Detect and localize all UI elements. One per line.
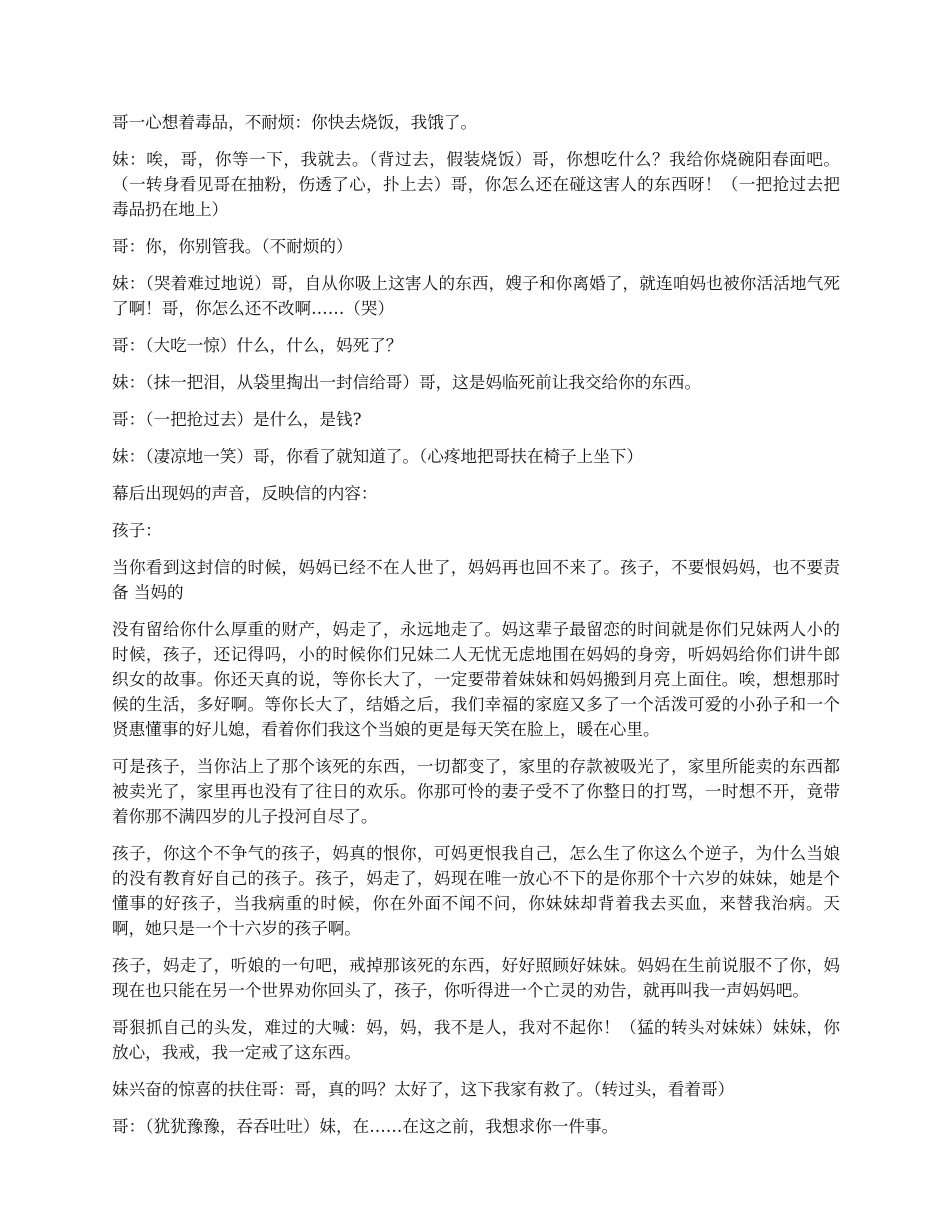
paragraph: 哥：（大吃一惊）什么，什么，妈死了？	[112, 336, 403, 355]
paragraph: 哥狠抓自己的头发，难过的大喊：妈，妈，我不是人，我对不起你！（猛的转头对妹妹）妹妹，你放心，我戒，我一定戒了这东西。	[112, 1018, 840, 1062]
paragraph: 妹：唉，哥，你等一下，我就去。（背过去，假装烧饭）哥，你想吃什么？我给你烧碗阳春面吧。（一转身看见哥在抽粉，伤透了心，扑上去）哥，你怎么还在碰这害人的东西呀！（一把抢过去把毒品扔在地上）	[112, 150, 840, 219]
paragraph: 孩子：	[112, 521, 162, 540]
document-body	[112, 110, 840, 1151]
paragraph: 妹兴奋的惊喜的扶住哥：哥，真的吗？太好了，这下我家有救了。（转过头，看着哥）	[112, 1080, 735, 1099]
paragraph: 妹：（哭着难过地说）哥，自从你吸上这害人的东西，嫂子和你离婚了，就连咱妈也被你活活地气死了啊！哥，你怎么还不改啊……（哭）	[112, 274, 840, 318]
paragraph: 哥一心想着毒品，不耐烦：你快去烧饭，我饿了。	[112, 113, 478, 132]
paragraph: 幕后出现妈的声音，反映信的内容：	[112, 484, 378, 503]
paragraph: 哥：你，你别管我。（不耐烦的）	[112, 237, 353, 256]
paragraph: 哥：（犹犹豫豫，吞吞吐吐）妹，在……在这之前，我想求你一件事。	[112, 1117, 619, 1136]
paragraph: 妹：（凄凉地一笑）哥，你看了就知道了。（心疼地把哥扶在椅子上坐下）	[112, 447, 643, 466]
paragraph: 孩子，你这个不争气的孩子，妈真的恨你，可妈更恨我自己，怎么生了你这么个逆子，为什么当娘的没有教育好自己的孩子。孩子，妈走了，妈现在唯一放心不下的是你那个十六岁的妹妹，她是个懂事的好孩子，当我病重的时候，你在外面不闻不问，你妹妹却背着我去买血，来替我治病。天啊，她只是一个十六岁的孩子啊。	[112, 844, 840, 938]
paragraph: 当你看到这封信的时候，妈妈已经不在人世了，妈妈再也回不来了。孩子，不要恨妈妈，也不要责备 当妈的	[112, 558, 840, 602]
paragraph: 没有留给你什么厚重的财产，妈走了，永远地走了。妈这辈子最留恋的时间就是你们兄妹两人小的时候，孩子，还记得吗，小的时候你们兄妹二人无忧无虑地围在妈妈的身旁，听妈妈给你们讲牛郎织女的故事。你还天真的说，等你长大了，一定要带着妹妹和妈妈搬到月亮上面住。唉，想想那时候的生活，多好啊。等你长大了，结婚之后，我们幸福的家庭又多了一个活泼可爱的小孙子和一个贤惠懂事的好儿媳，看着你们我这个当娘的更是每天笑在脸上，暖在心里。	[112, 620, 840, 739]
paragraph: 可是孩子，当你沾上了那个该死的东西，一切都变了，家里的存款被吸光了，家里所能卖的东西都被卖光了，家里再也没有了往日的欢乐。你那可怜的妻子受不了你整日的打骂，一时想不开，竟带着你那不满四岁的儿子投河自尽了。	[112, 757, 840, 826]
paragraph: 妹：（抹一把泪，从袋里掏出一封信给哥）哥，这是妈临死前让我交给你的东西。	[112, 373, 702, 392]
paragraph: 孩子，妈走了，听娘的一句吧，戒掉那该死的东西，好好照顾好妹妹。妈妈在生前说服不了你，妈现在也只能在另一个世界劝你回头了，孩子，你听得进一个亡灵的劝告，就再叫我一声妈妈吧。	[112, 956, 840, 1000]
paragraph: 哥：（一把抢过去）是什么，是钱?	[112, 410, 362, 429]
